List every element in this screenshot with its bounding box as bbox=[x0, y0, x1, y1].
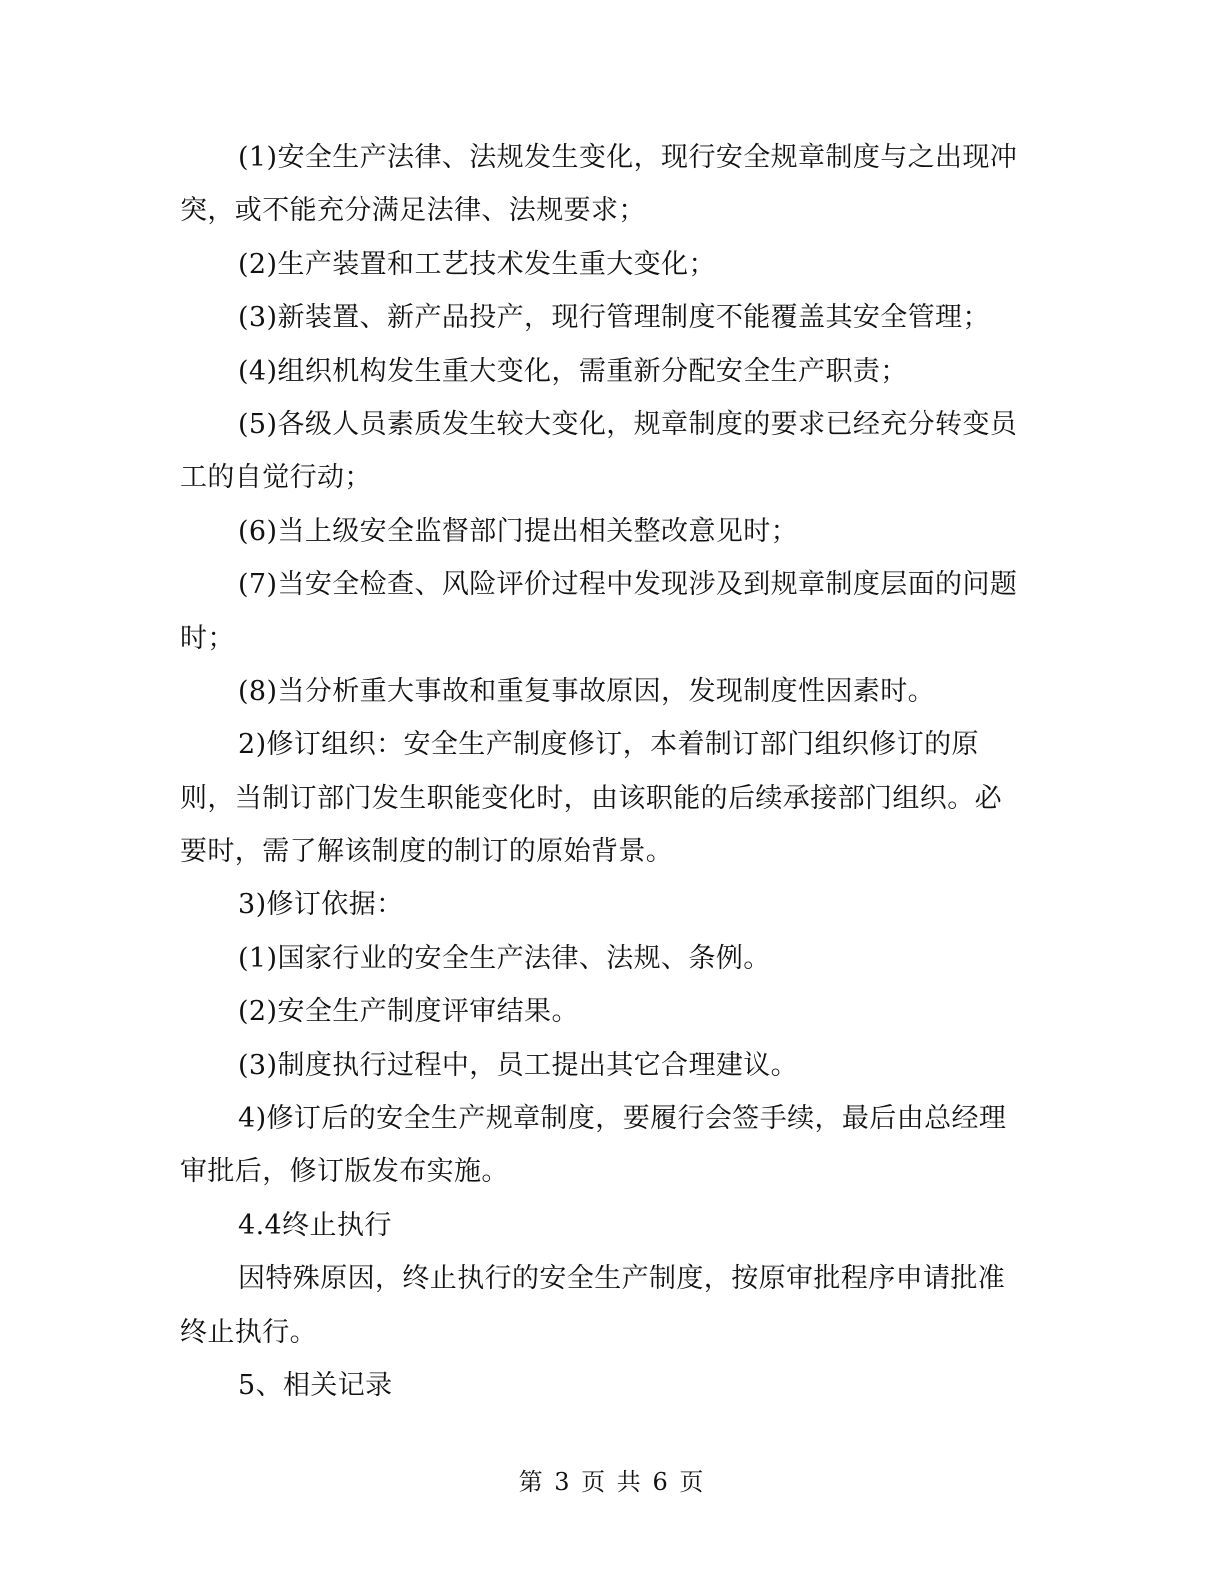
page-number-footer: 第 3 页 共 6 页 bbox=[518, 1468, 706, 1496]
text-line: (1)安全生产法律、法规发生变化，现行安全规章制度与之出现冲 bbox=[238, 142, 1018, 173]
text-line: 要时，需了解该制度的制订的原始背景。 bbox=[180, 836, 674, 868]
text-line: (4)组织机构发生重大变化，需重新分配安全生产职责； bbox=[238, 355, 908, 387]
text-line: 终止执行。 bbox=[180, 1316, 317, 1348]
section-heading: 4.4终止执行 bbox=[238, 1209, 392, 1241]
text-line: (2)生产装置和工艺技术发生重大变化； bbox=[238, 248, 716, 280]
text-line: (5)各级人员素质发生较大变化，规章制度的要求已经充分转变员 bbox=[238, 408, 1018, 440]
section-heading: 5、相关记录 bbox=[238, 1369, 393, 1401]
text-line: (8)当分析重大事故和重复事故原因，发现制度性因素时。 bbox=[238, 675, 936, 707]
text-line: 2)修订组织：安全生产制度修订，本着制订部门组织修订的原 bbox=[238, 729, 979, 761]
text-line: 因特殊原因，终止执行的安全生产制度，按原审批程序申请批准 bbox=[238, 1263, 1006, 1295]
text-line: (3)新装置、新产品投产，现行管理制度不能覆盖其安全管理； bbox=[238, 302, 990, 334]
text-line: 时； bbox=[180, 622, 235, 654]
text-line: 工的自觉行动； bbox=[180, 462, 372, 494]
document-body bbox=[180, 131, 1040, 1412]
text-line: (1)国家行业的安全生产法律、法规、条例。 bbox=[238, 942, 771, 974]
text-line: (7)当安全检查、风险评价过程中发现涉及到规章制度层面的问题 bbox=[238, 569, 1018, 601]
text-line: 4)修订后的安全生产规章制度，要履行会签手续，最后由总经理 bbox=[238, 1103, 1007, 1135]
text-line: (6)当上级安全监督部门提出相关整改意见时； bbox=[238, 515, 799, 547]
text-line: 突，或不能充分满足法律、法规要求； bbox=[180, 195, 646, 227]
text-line: (2)安全生产制度评审结果。 bbox=[238, 996, 579, 1028]
text-line: (3)制度执行过程中，员工提出其它合理建议。 bbox=[238, 1049, 799, 1081]
text-line: 审批后，修订版发布实施。 bbox=[180, 1156, 509, 1188]
text-line: 则，当制订部门发生职能变化时，由该职能的后续承接部门组织。必 bbox=[180, 782, 1002, 814]
text-line: 3)修订依据： bbox=[238, 889, 404, 921]
